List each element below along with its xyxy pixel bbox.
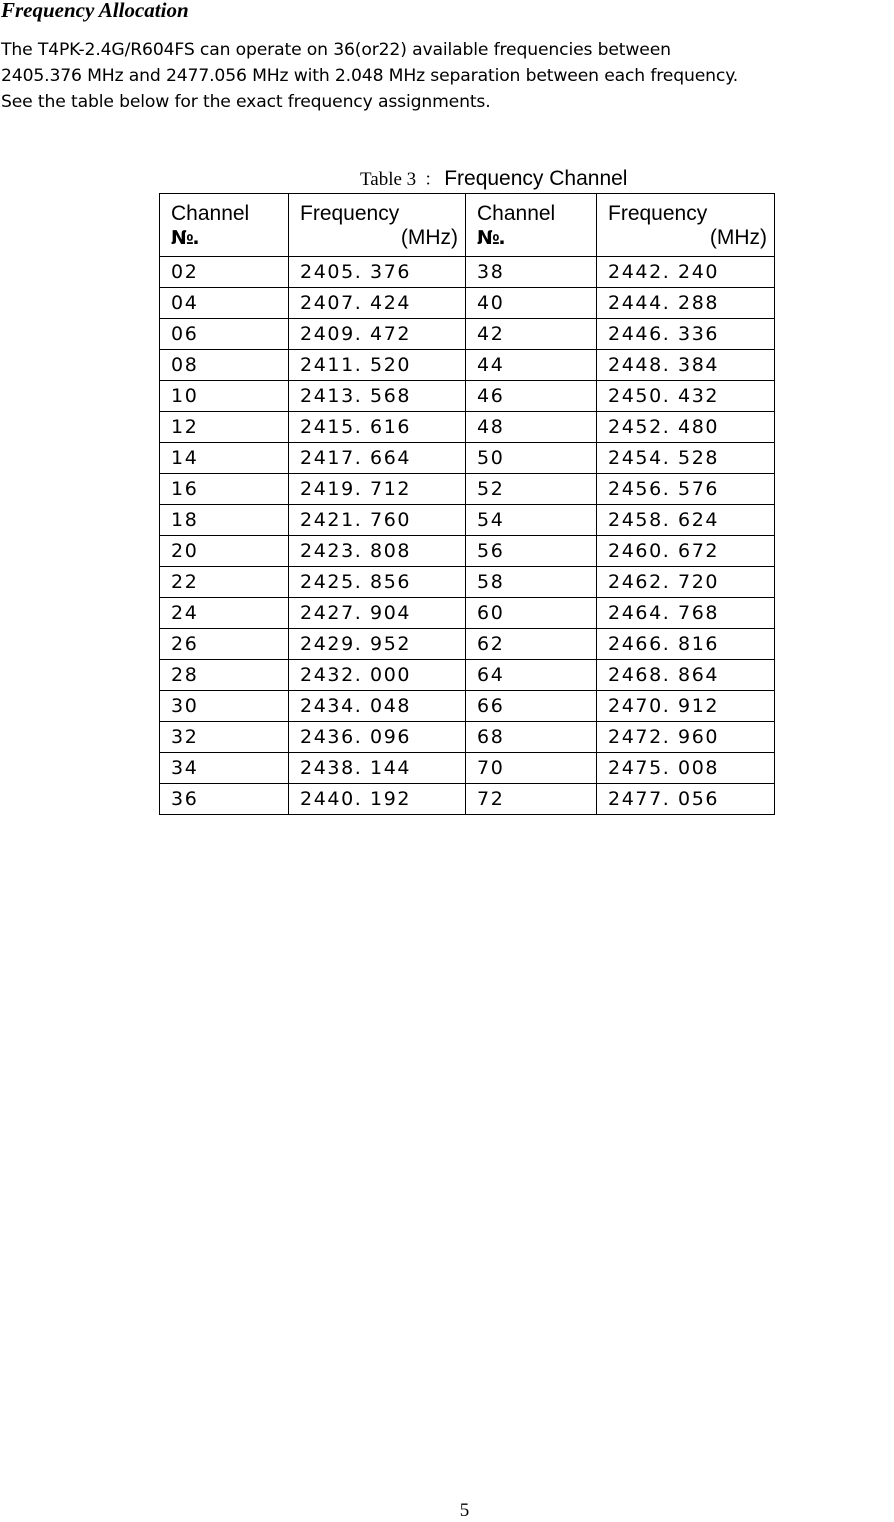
frequency-cell: 2411. 520	[289, 350, 466, 381]
frequency-cell: 2440. 192	[289, 784, 466, 815]
channel-cell: 18	[160, 505, 289, 536]
channel-cell: 32	[160, 722, 289, 753]
table-row	[160, 412, 775, 443]
channel-cell: 68	[466, 722, 597, 753]
frequency-cell: 2444. 288	[597, 288, 775, 319]
frequency-cell: 2446. 336	[597, 319, 775, 350]
frequency-cell: 2415. 616	[289, 412, 466, 443]
channel-cell: 46	[466, 381, 597, 412]
channel-cell: 16	[160, 474, 289, 505]
table-row	[160, 598, 775, 629]
channel-cell: 42	[466, 319, 597, 350]
frequency-cell: 2452. 480	[597, 412, 775, 443]
frequency-cell: 2421. 760	[289, 505, 466, 536]
frequency-cell: 2417. 664	[289, 443, 466, 474]
table-row	[160, 784, 775, 815]
frequency-cell: 2450. 432	[597, 381, 775, 412]
frequency-cell: 2442. 240	[597, 257, 775, 288]
channel-cell: 50	[466, 443, 597, 474]
table-row	[160, 257, 775, 288]
frequency-cell: 2425. 856	[289, 567, 466, 598]
frequency-cell: 2448. 384	[597, 350, 775, 381]
frequency-cell: 2468. 864	[597, 660, 775, 691]
header-channel-no	[160, 194, 289, 257]
channel-cell: 10	[160, 381, 289, 412]
channel-cell: 28	[160, 660, 289, 691]
frequency-cell: 2472. 960	[597, 722, 775, 753]
channel-cell: 14	[160, 443, 289, 474]
channel-cell: 70	[466, 753, 597, 784]
table-row	[160, 474, 775, 505]
frequency-cell: 2432. 000	[289, 660, 466, 691]
table-row	[160, 505, 775, 536]
frequency-cell: 2409. 472	[289, 319, 466, 350]
intro-paragraph	[1, 37, 894, 115]
intro-line: 2405.376 MHz and 2477.056 MHz with 2.048 MHz separation between each frequency.	[1, 66, 739, 86]
channel-cell: 08	[160, 350, 289, 381]
table-row	[160, 536, 775, 567]
header-frequency-label: Frequency	[608, 202, 708, 225]
frequency-cell: 2458. 624	[597, 505, 775, 536]
frequency-cell: 2460. 672	[597, 536, 775, 567]
table-row	[160, 691, 775, 722]
channel-cell: 30	[160, 691, 289, 722]
caption-title: Frequency Channel	[444, 167, 628, 190]
header-frequency-unit: (MHz)	[709, 226, 767, 249]
frequency-cell: 2429. 952	[289, 629, 466, 660]
channel-cell: 66	[466, 691, 597, 722]
header-frequency-unit: (MHz)	[400, 226, 458, 249]
channel-cell: 60	[466, 598, 597, 629]
header-channel-no	[466, 194, 597, 257]
channel-cell: 22	[160, 567, 289, 598]
channel-cell: 06	[160, 319, 289, 350]
channel-cell: 72	[466, 784, 597, 815]
header-number-symbol: №.	[171, 227, 199, 249]
channel-cell: 44	[466, 350, 597, 381]
channel-cell: 34	[160, 753, 289, 784]
caption-separator: ：	[424, 170, 442, 189]
table-row	[160, 567, 775, 598]
intro-line: See the table below for the exact frequency assignments.	[1, 92, 491, 112]
frequency-cell: 2423. 808	[289, 536, 466, 567]
channel-cell: 26	[160, 629, 289, 660]
table-row	[160, 753, 775, 784]
channel-cell: 52	[466, 474, 597, 505]
frequency-cell: 2462. 720	[597, 567, 775, 598]
frequency-channel-table	[159, 193, 775, 815]
table-row	[160, 629, 775, 660]
frequency-cell: 2407. 424	[289, 288, 466, 319]
frequency-cell: 2475. 008	[597, 753, 775, 784]
channel-cell: 62	[466, 629, 597, 660]
frequency-cell: 2434. 048	[289, 691, 466, 722]
channel-cell: 54	[466, 505, 597, 536]
table-row	[160, 350, 775, 381]
channel-cell: 48	[466, 412, 597, 443]
frequency-cell: 2413. 568	[289, 381, 466, 412]
frequency-cell: 2436. 096	[289, 722, 466, 753]
channel-cell: 02	[160, 257, 289, 288]
channel-cell: 12	[160, 412, 289, 443]
frequency-cell: 2405. 376	[289, 257, 466, 288]
table-header-row	[160, 194, 775, 257]
frequency-cell: 2456. 576	[597, 474, 775, 505]
section-heading: Frequency Allocation	[1, 0, 189, 22]
table-row	[160, 319, 775, 350]
header-channel-label: Channel	[477, 202, 556, 225]
table-row	[160, 722, 775, 753]
frequency-cell: 2466. 816	[597, 629, 775, 660]
table-row	[160, 660, 775, 691]
channel-cell: 24	[160, 598, 289, 629]
table-body	[160, 257, 775, 815]
header-channel-label: Channel	[171, 202, 250, 225]
page-number: 5	[459, 1500, 470, 1521]
frequency-cell: 2427. 904	[289, 598, 466, 629]
frequency-cell: 2454. 528	[597, 443, 775, 474]
frequency-cell: 2419. 712	[289, 474, 466, 505]
frequency-cell: 2464. 768	[597, 598, 775, 629]
frequency-cell: 2477. 056	[597, 784, 775, 815]
channel-cell: 20	[160, 536, 289, 567]
table-row	[160, 443, 775, 474]
channel-cell: 58	[466, 567, 597, 598]
frequency-cell: 2470. 912	[597, 691, 775, 722]
table-row	[160, 288, 775, 319]
header-frequency-label: Frequency	[300, 202, 400, 225]
table-caption	[360, 165, 627, 191]
header-frequency	[289, 194, 466, 257]
channel-cell: 38	[466, 257, 597, 288]
header-frequency	[597, 194, 775, 257]
channel-cell: 40	[466, 288, 597, 319]
frequency-cell: 2438. 144	[289, 753, 466, 784]
intro-line: The T4PK-2.4G/R604FS can operate on 36(or22) available frequencies between	[1, 40, 671, 60]
channel-cell: 64	[466, 660, 597, 691]
channel-cell: 36	[160, 784, 289, 815]
caption-prefix: Table 3	[360, 169, 417, 190]
table-row	[160, 381, 775, 412]
channel-cell: 04	[160, 288, 289, 319]
header-number-symbol: №.	[477, 227, 505, 249]
channel-cell: 56	[466, 536, 597, 567]
